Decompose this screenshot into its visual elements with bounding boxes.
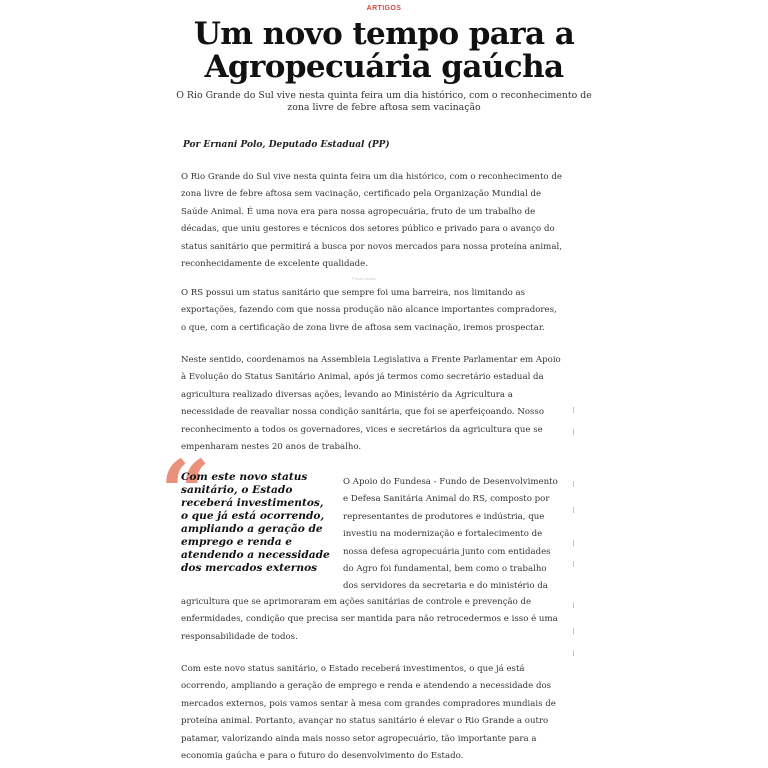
quote-mark-icon: “ (160, 440, 211, 544)
scroll-mark (573, 407, 574, 413)
ad-label: Publicidade (352, 276, 376, 281)
paragraph-1: O Rio Grande do Sul vive nesta quinta feira um dia histórico, com o reconhecimento de zona livre de febre aftosa sem vacinação, certificado pela Organização Mundial de Saúde Animal. É uma nova era para nossa agropecuária, fruto de um trabalho de décadas, que uniu gestores e técnicos dos setores público e privado para o avanço do status sanitário que permitirá a busca por novos mercados para nossa proteína animal, reconhecidamente de excelente qualidade. (181, 172, 562, 270)
scroll-mark (573, 429, 574, 435)
paragraph-6: Com este novo status sanitário, o Estado receberá investimentos, o que já está ocorrendo, ampliando a geração de emprego e renda e atendendo a necessidade dos mercados externos, pois vamos sentar à mesa com grandes compradores mundiais de proteína animal. Portanto, avançar no status sanitário é elevar o Rio Grande a outro patamar, valorizando ainda mais nosso setor agropecuário, tão importante para a economia gaúcha e para o futuro do desenvolvimento do Estado. (181, 664, 556, 762)
article-title: Um novo tempo para a Agropecuária gaúcha (193, 16, 575, 85)
category-link[interactable]: ARTIGOS (366, 5, 402, 12)
scroll-mark (573, 481, 574, 487)
pull-quote: Com este novo status sanitário, o Estado receberá investimentos, o que já está ocorrendo, ampliando a geração de emprego e renda e atendendo a necessidade dos mercados externos (181, 471, 330, 574)
article-byline: Por Ernani Polo, Deputado Estadual (PP) (183, 140, 390, 150)
scroll-mark (573, 540, 574, 546)
scroll-mark (573, 602, 574, 608)
article-subtitle: O Rio Grande do Sul vive nesta quinta feira um dia histórico, com o reconhecimento de zona livre de febre aftosa sem vacinação (176, 90, 592, 113)
scroll-mark (573, 650, 574, 656)
scroll-mark (573, 628, 574, 634)
paragraph-2: O RS possui um status sanitário que sempre foi uma barreira, nos limitando as exportações, fazendo com que nossa produção não alcance importantes compradores, o que, com a certificação de zona livre de aftosa sem vacinação, iremos prospectar. (181, 288, 557, 333)
paragraph-3: Neste sentido, coordenamos na Assembleia Legislativa a Frente Parlamentar em Apoio à Evolução do Status Sanitário Animal, após já termos como secretário estadual da agricultura realizado diversas ações, levando ao Ministério da Agricultura a necessidade de reavaliar nossa condição sanitária, que foi se aperfeiçoando. Nosso reconhecimento a todos os governadores, vices e secretários da agricultura que se empenharam nestes 20 anos de trabalho. (181, 355, 561, 453)
scroll-mark (573, 507, 574, 513)
scroll-mark (573, 561, 574, 567)
paragraph-4: O Apoio do Fundesa - Fundo de Desenvolvimento e Defesa Sanitária Animal do RS, composto por representantes de produtores e indústria, que investiu na modernização e fortalecimento de nossa defesa agropecuária junto com entidades do Agro foi fundamental, bem como o trabalho dos servidores da secretaria e do ministério da (343, 477, 558, 592)
paragraph-5: agricultura que se aprimoraram em ações sanitárias de controle e prevenção de enfermidades, condição que precisa ser mantida para não retrocedermos e isso é uma responsabilidade de todos. (181, 597, 558, 642)
